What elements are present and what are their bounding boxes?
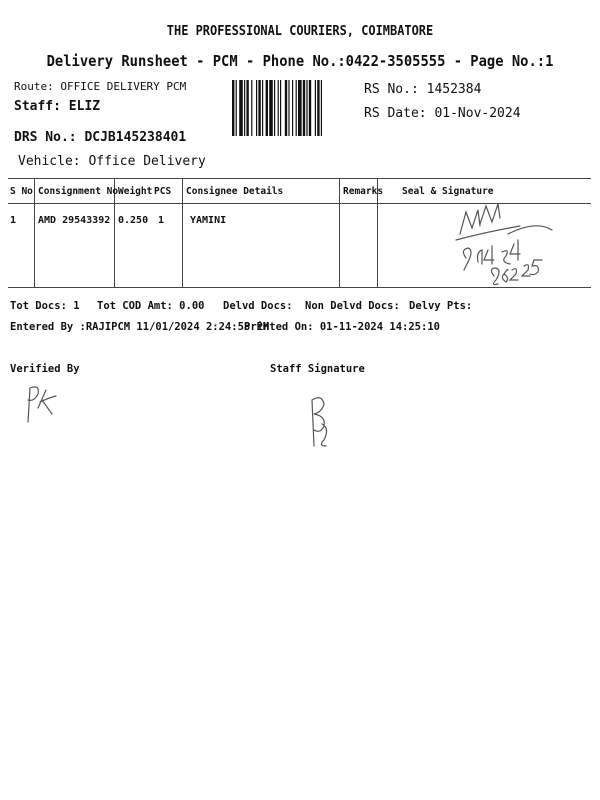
- verified-by-label: Verified By: [10, 363, 80, 375]
- rs-date: RS Date: 01-Nov-2024: [364, 106, 521, 121]
- verified-by-signature: [18, 378, 68, 428]
- handwritten-seal-note: [446, 196, 566, 296]
- header-consignee: Consignee Details: [186, 186, 284, 197]
- header-consignment: Consignment No: [38, 186, 119, 197]
- cell-weight: 0.250: [118, 215, 149, 226]
- col-divider: [339, 178, 340, 288]
- runsheet-subtitle: Delivery Runsheet - PCM - Phone No.:0422-3505555 - Page No.:1: [46, 52, 554, 70]
- cell-consignee: YAMINI: [190, 215, 227, 226]
- cell-pcs: 1: [158, 215, 165, 226]
- tot-cod-amt: Tot COD Amt: 0.00: [97, 300, 205, 312]
- barcode-image: [232, 80, 354, 136]
- table-top-rule: [8, 178, 591, 179]
- drs-number: DRS No.: DCJB145238401: [14, 130, 187, 145]
- header-seal: Seal & Signature: [402, 186, 494, 197]
- cell-sno: 1: [10, 215, 17, 226]
- header-pcs: PCS: [154, 186, 172, 197]
- company-title: THE PROFESSIONAL COURIERS, COIMBATORE: [166, 24, 434, 39]
- staff-label: Staff: ELIZ: [14, 99, 101, 114]
- printed-on: Printed On: 01-11-2024 14:25:10: [244, 321, 440, 333]
- col-divider: [182, 178, 183, 288]
- route-label: Route: OFFICE DELIVERY PCM: [14, 80, 187, 93]
- cell-consignment: AMD 29543392: [38, 215, 111, 226]
- header-sno: S No: [10, 186, 33, 197]
- col-divider: [34, 178, 35, 288]
- header-remarks: Remarks: [343, 186, 384, 197]
- non-delvd-docs: Non Delvd Docs:: [305, 300, 400, 312]
- delvd-docs: Delvd Docs:: [223, 300, 293, 312]
- entered-by: Entered By :RAJIPCM 11/01/2024 2:24:58 PM: [10, 321, 270, 333]
- header-weight: Weight: [118, 186, 153, 197]
- staff-signature-mark: [302, 390, 342, 450]
- staff-signature-label: Staff Signature: [270, 363, 365, 375]
- vehicle-label: Vehicle: Office Delivery: [18, 154, 206, 169]
- tot-docs: Tot Docs: 1: [10, 300, 80, 312]
- rs-number: RS No.: 1452384: [364, 82, 482, 97]
- delvy-pts: Delvy Pts:: [409, 300, 473, 312]
